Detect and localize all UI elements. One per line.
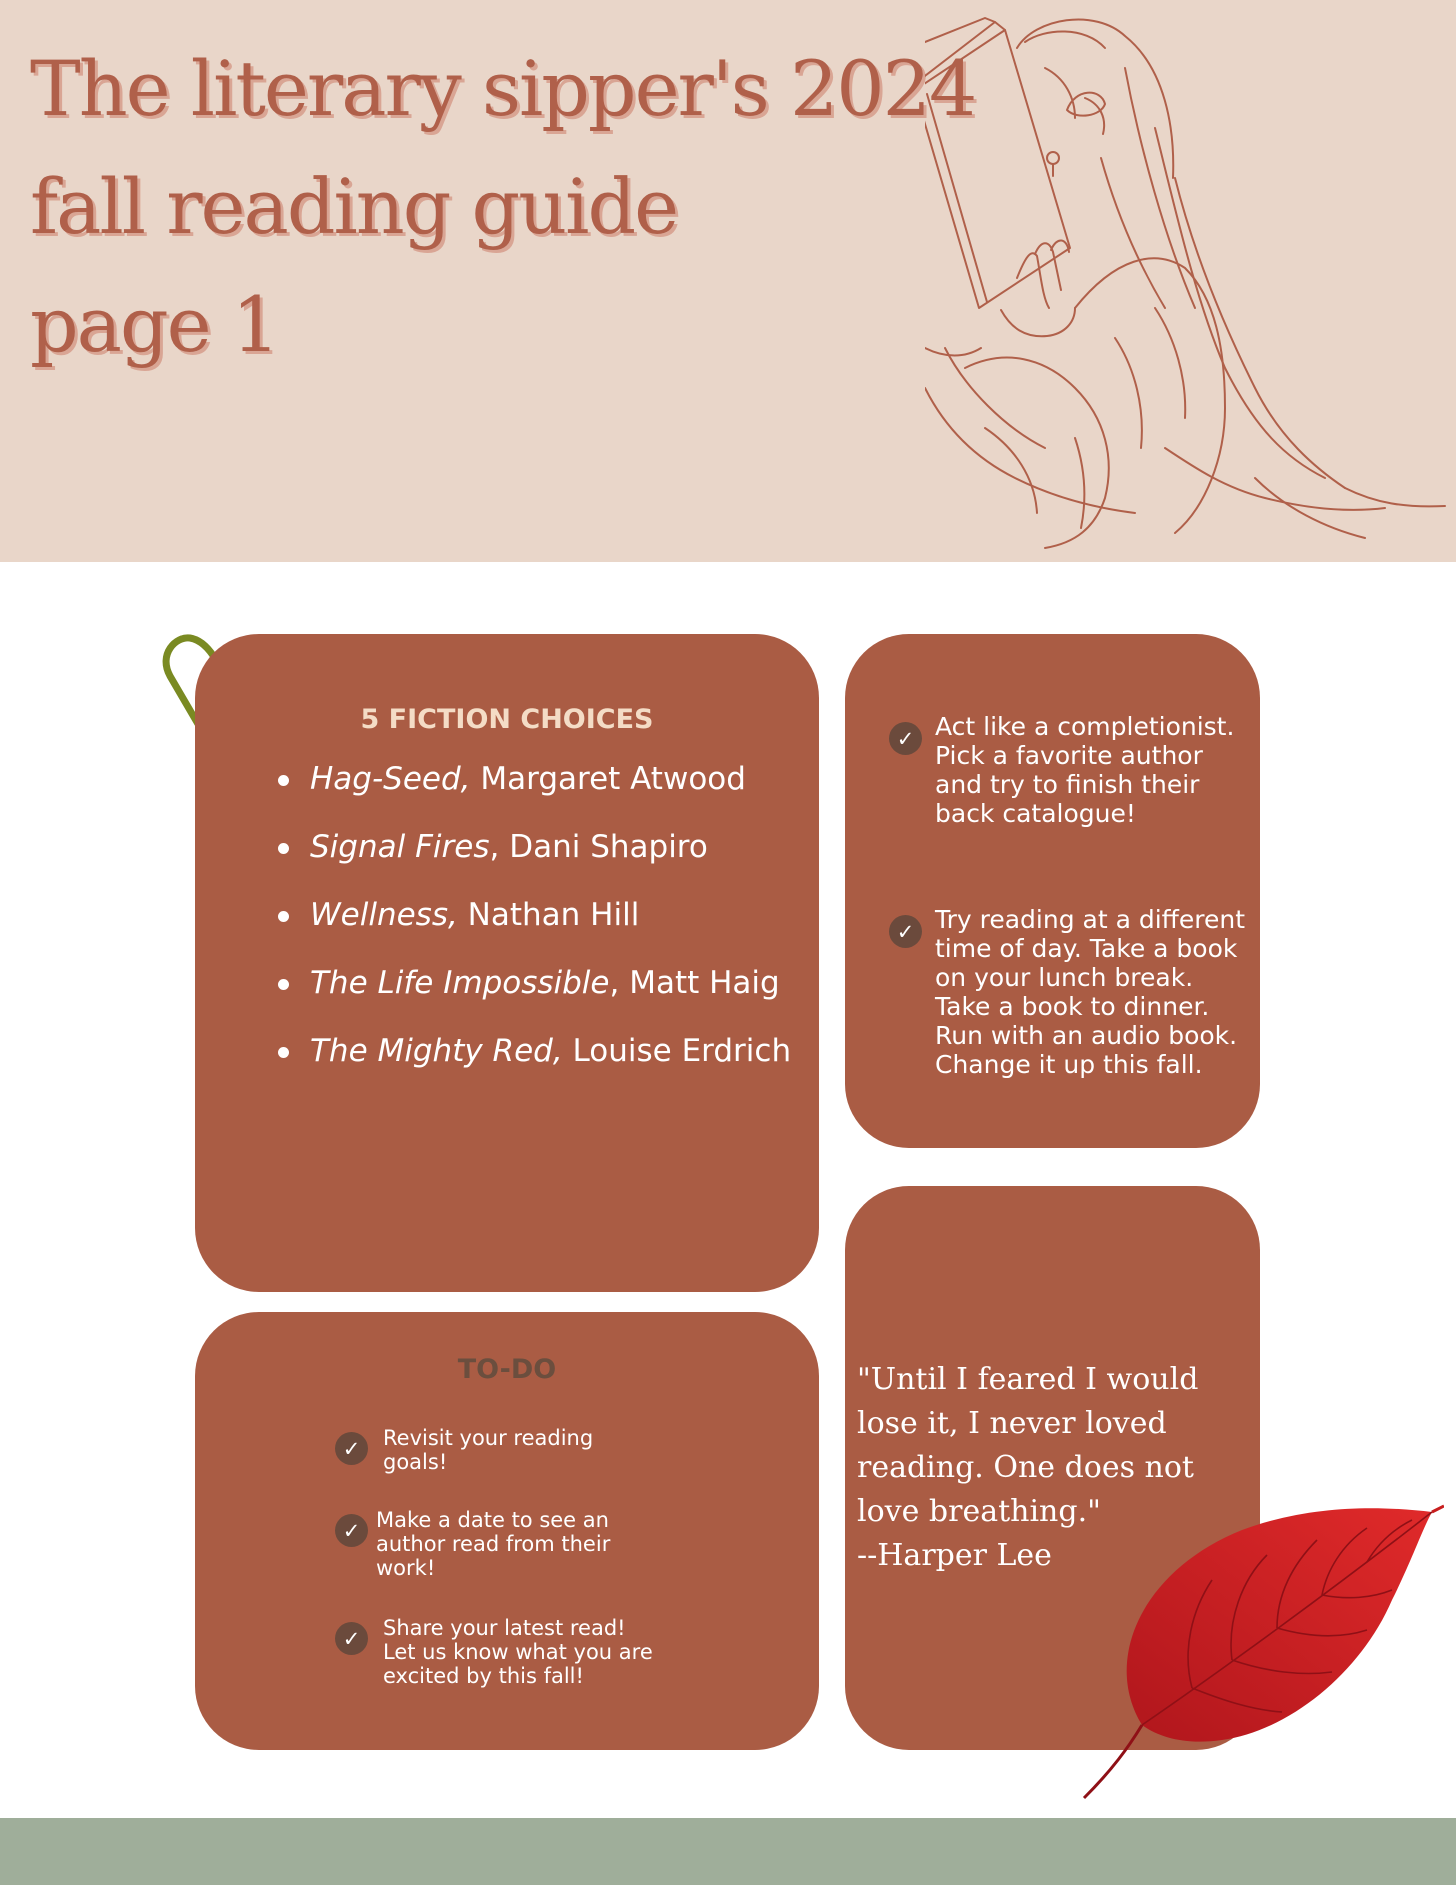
book-title: The Life Impossible [310, 965, 610, 1001]
title-line-3: page 1 [30, 280, 279, 369]
check-circle-icon: ✓ [335, 1514, 368, 1547]
todo-heading: TO-DO [457, 1354, 557, 1385]
woman-reading-illustration [925, 8, 1456, 553]
tip-text: Try reading at a different time of day. Take a book on your lunch break. Take a book to dinner. Run with an audio book. Change it up this fall. [935, 905, 1246, 1079]
list-item [310, 762, 800, 796]
check-circle-icon: ✓ [335, 1432, 368, 1465]
footer-bar [0, 1818, 1456, 1885]
check-circle-icon: ✓ [889, 722, 922, 755]
todo-item [335, 1508, 655, 1580]
reading-tips-card [845, 634, 1260, 1148]
page-title [30, 30, 975, 384]
tip-item [889, 712, 1249, 828]
book-author: Nathan Hill [457, 897, 640, 933]
header-banner [0, 0, 1456, 562]
list-item [310, 966, 800, 1000]
quote-author: --Harper Lee [857, 1538, 1052, 1573]
fiction-heading: 5 FICTION CHOICES [360, 704, 654, 735]
book-title: The Mighty Red, [310, 1033, 563, 1069]
title-line-2: fall reading guide [30, 162, 678, 251]
book-title: Signal Fires [310, 829, 490, 865]
tip-text: Act like a completionist. Pick a favorite author and try to finish their back catalogue! [935, 712, 1235, 828]
tip-item [889, 905, 1249, 1079]
quote-text: "Until I feared I would lose it, I never loved reading. One does not love breathing." [857, 1362, 1199, 1529]
list-item [310, 830, 800, 864]
check-circle-icon: ✓ [335, 1622, 368, 1655]
book-title: Wellness, [310, 897, 458, 933]
fiction-list [310, 762, 800, 1102]
todo-text: Make a date to see an author read from their work! [376, 1508, 611, 1580]
book-author: , Matt Haig [609, 965, 780, 1001]
fiction-choices-card [195, 634, 819, 1292]
todo-item [335, 1616, 655, 1688]
red-leaf-icon [1082, 1500, 1444, 1800]
list-item [310, 1034, 800, 1068]
book-author: , Dani Shapiro [489, 829, 708, 865]
check-circle-icon: ✓ [889, 915, 922, 948]
todo-item [335, 1426, 655, 1474]
book-title: Hag-Seed, [310, 761, 471, 797]
todo-text: Revisit your reading goals! [383, 1426, 594, 1474]
book-author: Margaret Atwood [470, 761, 746, 797]
title-line-1: The literary sipper's 2024 [30, 44, 976, 133]
book-author: Louise Erdrich [562, 1033, 792, 1069]
todo-text: Share your latest read! Let us know what you are excited by this fall! [383, 1616, 653, 1688]
todo-card [195, 1312, 819, 1750]
list-item [310, 898, 800, 932]
